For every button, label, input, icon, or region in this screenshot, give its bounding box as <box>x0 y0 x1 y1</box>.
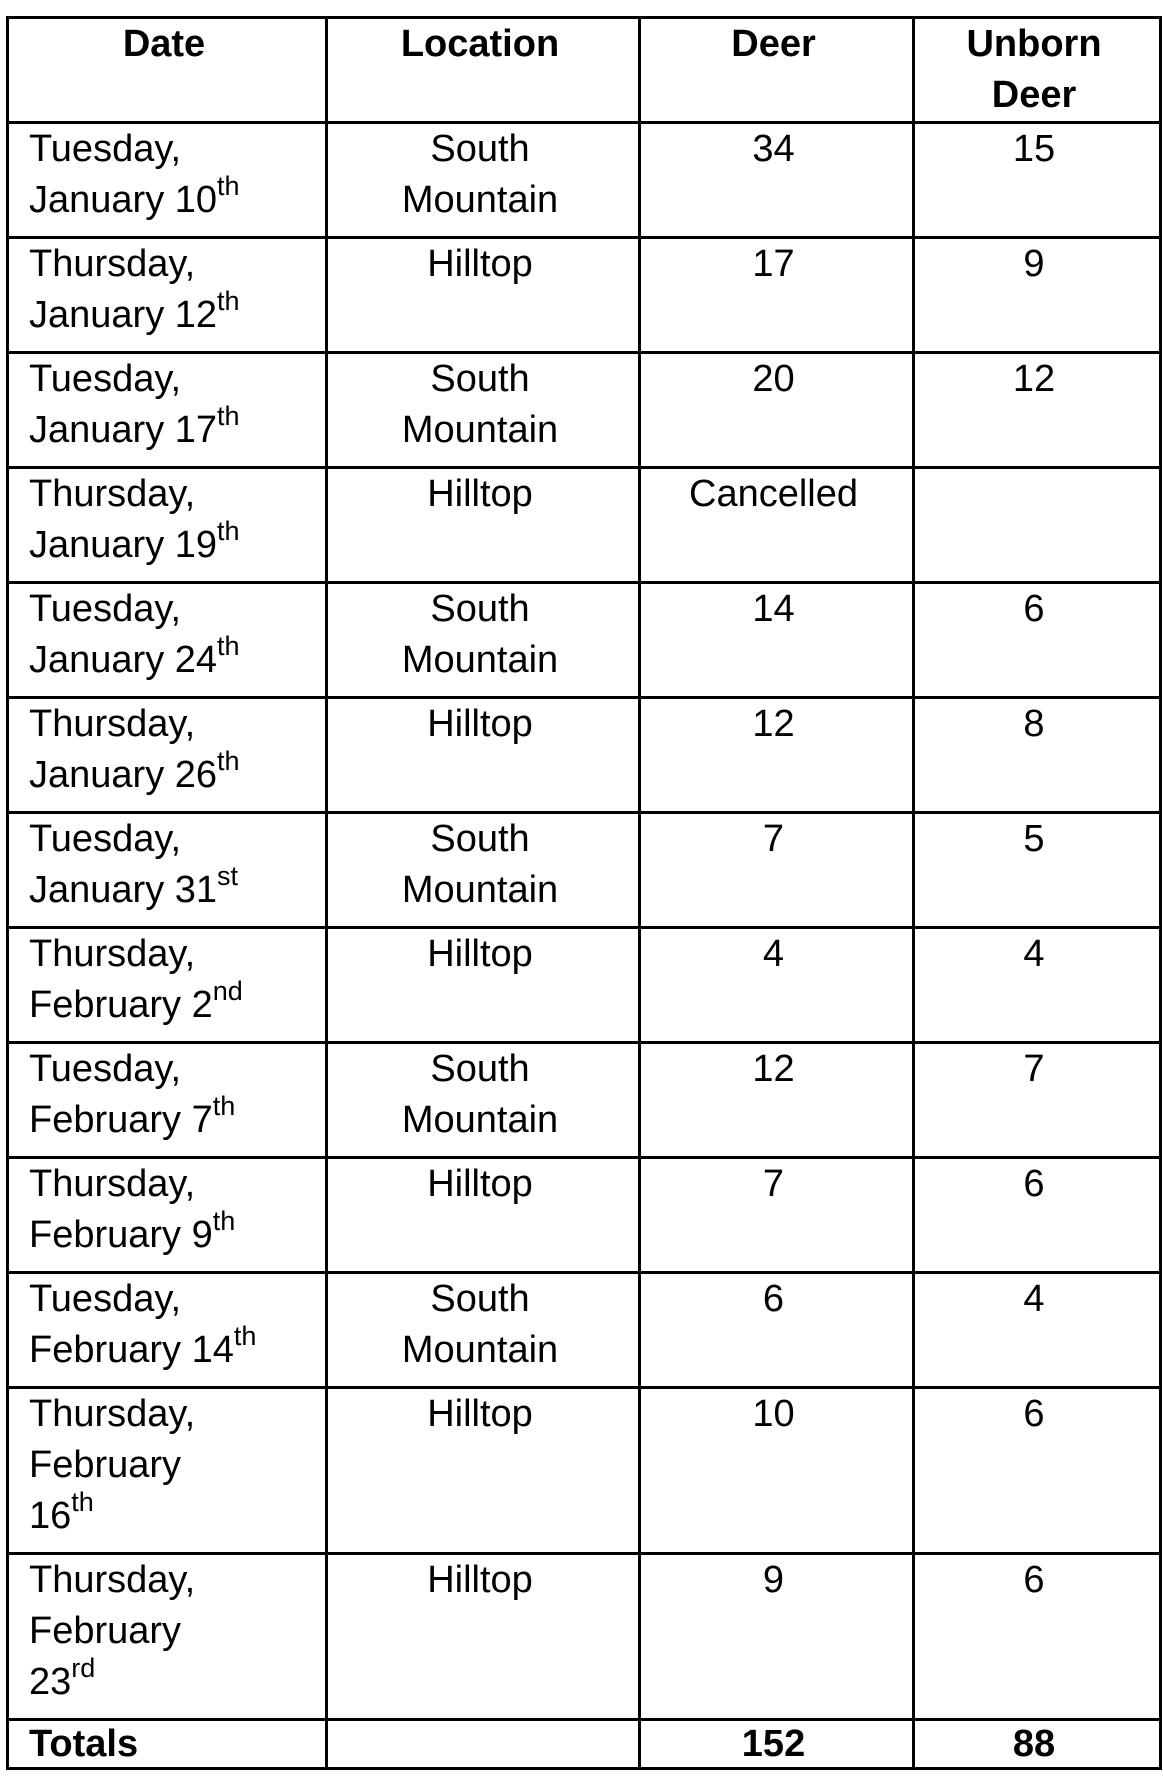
unborn-deer-count-cell: 4 <box>914 928 1161 1043</box>
date-day: 2 <box>191 984 213 1026</box>
date-line-month-day <box>29 1206 319 1261</box>
date-day: 10 <box>174 179 218 221</box>
unborn-deer-count-cell: 5 <box>914 813 1161 928</box>
date-month: February <box>29 984 182 1026</box>
deer-count-cell: 4 <box>640 928 914 1043</box>
location-line1: South <box>430 1278 530 1320</box>
unborn-deer-count-cell: 6 <box>914 583 1161 698</box>
unborn-deer-count-cell: 4 <box>914 1273 1161 1388</box>
date-day: 16 <box>29 1495 72 1537</box>
totals-unborn-deer: 88 <box>914 1720 1161 1769</box>
deer-count-cell: Cancelled <box>640 468 914 583</box>
date-line-month-day <box>29 1091 319 1146</box>
date-day: 24 <box>174 639 218 681</box>
date-weekday: Thursday, <box>29 933 196 975</box>
location-line2: Mountain <box>401 1329 559 1371</box>
date-line-month-day <box>29 401 319 456</box>
unborn-deer-count-cell <box>914 468 1161 583</box>
deer-cull-table <box>6 16 1162 1770</box>
table-row <box>8 1043 1161 1158</box>
unborn-deer-count-cell: 15 <box>914 123 1161 238</box>
header-deer-label: Deer <box>731 23 816 65</box>
date-ordinal-suffix: th <box>217 746 240 776</box>
location-cell <box>327 1273 640 1388</box>
date-cell <box>8 1158 327 1273</box>
date-month: January <box>29 524 165 566</box>
totals-location <box>327 1720 640 1769</box>
date-cell <box>8 353 327 468</box>
header-unborn-deer <box>914 18 1161 123</box>
location-line1: Hilltop <box>427 1163 533 1205</box>
header-row <box>8 18 1161 123</box>
location-line1: South <box>430 1048 530 1090</box>
date-line-month-day <box>29 631 319 686</box>
table-row <box>8 813 1161 928</box>
location-cell <box>327 928 640 1043</box>
date-weekday: Tuesday, <box>29 588 182 630</box>
unborn-deer-count-cell: 6 <box>914 1388 1161 1554</box>
location-line1: South <box>430 588 530 630</box>
location-line2: Mountain <box>401 639 559 681</box>
date-month: January <box>29 179 165 221</box>
date-cell <box>8 1388 327 1554</box>
location-cell <box>327 1158 640 1273</box>
location-line1: Hilltop <box>427 473 533 515</box>
date-month: January <box>29 754 165 796</box>
unborn-deer-count-cell: 8 <box>914 698 1161 813</box>
header-unborn-label-line1: Unborn <box>966 23 1102 65</box>
date-ordinal-suffix: nd <box>212 976 243 1006</box>
date-cell <box>8 928 327 1043</box>
location-cell <box>327 468 640 583</box>
date-line-month-day <box>29 1321 319 1376</box>
location-line1: South <box>430 818 530 860</box>
date-day: 19 <box>174 524 218 566</box>
table-header <box>8 18 1161 123</box>
date-ordinal-suffix: th <box>217 516 240 546</box>
location-line1: Hilltop <box>427 1393 533 1435</box>
header-deer <box>640 18 914 123</box>
table-row <box>8 928 1161 1043</box>
date-cell <box>8 583 327 698</box>
header-location-label: Location <box>400 23 560 65</box>
deer-count-cell: 12 <box>640 698 914 813</box>
table-row <box>8 1273 1161 1388</box>
location-line2: Mountain <box>401 869 559 911</box>
location-cell <box>327 698 640 813</box>
date-ordinal-suffix: th <box>217 286 240 316</box>
totals-row <box>8 1720 1161 1769</box>
location-line1: Hilltop <box>427 933 533 975</box>
date-day: 9 <box>191 1214 213 1256</box>
location-line1: Hilltop <box>427 703 533 745</box>
date-weekday: Thursday, <box>29 473 196 515</box>
header-location <box>327 18 640 123</box>
date-ordinal-suffix: th <box>217 401 240 431</box>
table-row <box>8 238 1161 353</box>
date-month: February <box>29 1099 182 1141</box>
date-ordinal-suffix: th <box>217 631 240 661</box>
date-cell <box>8 238 327 353</box>
deer-count-cell: 20 <box>640 353 914 468</box>
table-row <box>8 583 1161 698</box>
table-footer <box>8 1720 1161 1769</box>
date-month: February <box>29 1214 182 1256</box>
date-month: February <box>29 1329 182 1371</box>
date-weekday: Tuesday, <box>29 1048 182 1090</box>
location-cell <box>327 353 640 468</box>
unborn-deer-count-cell: 7 <box>914 1043 1161 1158</box>
location-cell <box>327 813 640 928</box>
date-ordinal-suffix: rd <box>71 1653 96 1683</box>
deer-count-cell: 7 <box>640 1158 914 1273</box>
header-date <box>8 18 327 123</box>
location-line1: Hilltop <box>427 1559 533 1601</box>
date-line-month-day <box>29 286 319 341</box>
date-line-month <box>29 1440 319 1491</box>
totals-deer: 152 <box>640 1720 914 1769</box>
totals-label: Totals <box>8 1720 327 1769</box>
date-weekday: Thursday, <box>29 703 196 745</box>
date-cell <box>8 698 327 813</box>
date-ordinal-suffix: th <box>233 1321 257 1351</box>
date-day: 14 <box>191 1329 234 1371</box>
location-cell <box>327 1043 640 1158</box>
date-cell <box>8 1554 327 1720</box>
table-row <box>8 123 1161 238</box>
date-month: February <box>29 1444 182 1486</box>
date-ordinal-suffix: th <box>212 1091 236 1121</box>
unborn-deer-count-cell: 12 <box>914 353 1161 468</box>
date-weekday: Tuesday, <box>29 358 182 400</box>
date-ordinal-suffix: th <box>71 1487 94 1517</box>
date-line-month-day <box>29 171 319 226</box>
date-weekday: Thursday, <box>29 1393 196 1435</box>
deer-count-cell: 14 <box>640 583 914 698</box>
date-ordinal-suffix: th <box>217 171 240 201</box>
location-line2: Mountain <box>401 1099 559 1141</box>
location-cell <box>327 123 640 238</box>
table-row <box>8 353 1161 468</box>
date-month: January <box>29 869 165 911</box>
table-row <box>8 1554 1161 1720</box>
date-line-month-day <box>29 861 319 916</box>
date-day: 12 <box>174 294 218 336</box>
deer-count-cell: 17 <box>640 238 914 353</box>
date-weekday: Thursday, <box>29 243 196 285</box>
date-weekday: Tuesday, <box>29 818 182 860</box>
location-cell <box>327 238 640 353</box>
date-day: 31 <box>174 869 218 911</box>
deer-count-cell: 7 <box>640 813 914 928</box>
table-row <box>8 1388 1161 1554</box>
location-cell <box>327 583 640 698</box>
date-ordinal-suffix: th <box>212 1206 236 1236</box>
date-ordinal-suffix: st <box>217 861 239 891</box>
location-line1: South <box>430 128 530 170</box>
deer-count-cell: 6 <box>640 1273 914 1388</box>
date-line-month-day <box>29 516 319 571</box>
date-cell <box>8 1273 327 1388</box>
date-line-month-day <box>29 976 319 1031</box>
deer-count-cell: 34 <box>640 123 914 238</box>
location-line1: Hilltop <box>427 243 533 285</box>
deer-count-cell: 10 <box>640 1388 914 1554</box>
location-line1: South <box>430 358 530 400</box>
date-line-month-day <box>29 746 319 801</box>
location-line2: Mountain <box>401 409 559 451</box>
date-weekday: Tuesday, <box>29 128 182 170</box>
date-weekday: Thursday, <box>29 1559 196 1601</box>
unborn-deer-count-cell: 6 <box>914 1158 1161 1273</box>
table-row <box>8 468 1161 583</box>
location-cell <box>327 1554 640 1720</box>
location-line2: Mountain <box>401 179 559 221</box>
date-cell <box>8 813 327 928</box>
header-unborn-label-line2: Deer <box>991 74 1077 116</box>
date-month: February <box>29 1610 182 1652</box>
unborn-deer-count-cell: 9 <box>914 238 1161 353</box>
unborn-deer-count-cell: 6 <box>914 1554 1161 1720</box>
header-date-label: Date <box>122 23 206 65</box>
date-month: January <box>29 639 165 681</box>
date-day: 7 <box>191 1099 213 1141</box>
date-weekday: Tuesday, <box>29 1278 182 1320</box>
date-weekday: Thursday, <box>29 1163 196 1205</box>
date-day: 23 <box>29 1661 72 1703</box>
table-body <box>8 123 1161 1720</box>
date-line-day <box>29 1487 319 1542</box>
date-cell <box>8 1043 327 1158</box>
date-month: January <box>29 294 165 336</box>
date-month: January <box>29 409 165 451</box>
deer-count-cell: 12 <box>640 1043 914 1158</box>
table-row <box>8 1158 1161 1273</box>
date-day: 26 <box>174 754 218 796</box>
date-line-month <box>29 1606 319 1657</box>
date-day: 17 <box>174 409 218 451</box>
table-row <box>8 698 1161 813</box>
date-cell <box>8 468 327 583</box>
location-cell <box>327 1388 640 1554</box>
deer-count-cell: 9 <box>640 1554 914 1720</box>
date-cell <box>8 123 327 238</box>
date-line-day <box>29 1653 319 1708</box>
